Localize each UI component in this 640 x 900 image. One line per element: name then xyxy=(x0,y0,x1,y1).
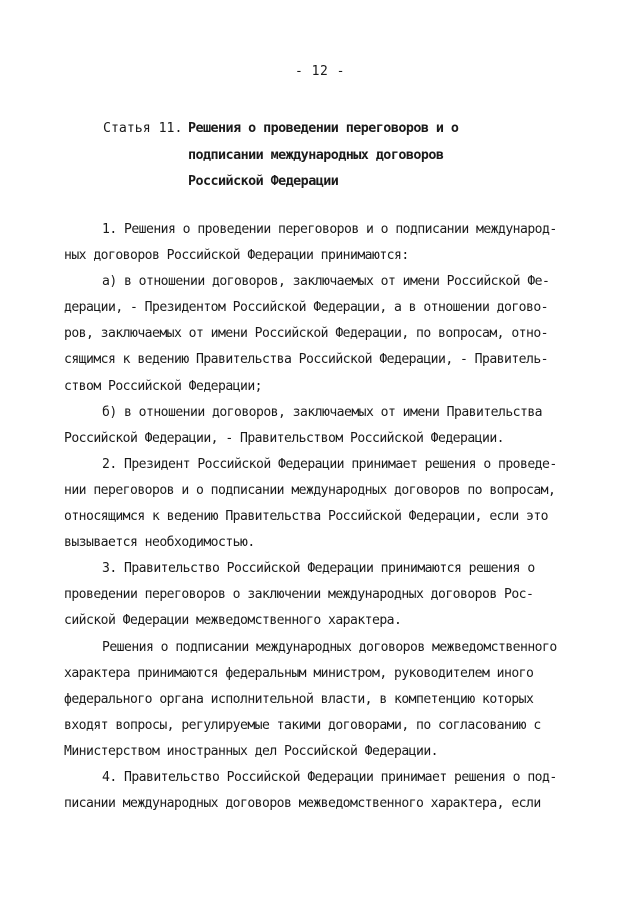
paragraph-4: 4. Правительство Российской Федерации принимает решения о под- писании международных договоров межведомственного характера, если xyxy=(64,769,557,812)
paragraph-1a: а) в отношении договоров, заключаемых от имени Российской Фе- дерации, - Президентом Российской Федерации, а в отношении догово- ров, заключаемых от имени Российской Федерации, по вопросам, отно- сящимся к ведению Правительства Российской Федерации, - Правитель- ством Российской Федерации; xyxy=(64,274,550,394)
paragraph-3: 3. Правительство Российской Федерации принимаются решения о проведении переговоров о заключении международных договоров Рос- сийской Федерации межведомственного характера. xyxy=(64,561,535,629)
paragraph-3-continued: Решения о подписании международных договоров межведомственного характера принимаются федеральным министром, руководителем иного федерального органа исполнительной власти, в компетенцию которых входят вопросы, регулируемые такими договорами, по согласованию с Министерством иностранных дел Российской Федерации. xyxy=(64,639,557,759)
paragraph-1b: б) в отношении договоров, заключаемых от имени Правительства Российской Федерации, - Правительством Российской Федерации. xyxy=(64,404,542,446)
article-title: Решения о проведении переговоров и о подписании международных договоров Российской Федерации xyxy=(188,121,459,189)
paragraph-1: 1. Решения о проведении переговоров и о подписании международ- ных договоров Российской Федерации принимаются: xyxy=(64,222,557,264)
paragraph-2: 2. Президент Российской Федерации принимает решения о проведе- нии переговоров и о подписании международных договоров по вопросам, относящимся к ведению Правительства Российской Федерации, если это вызывается необходимостью. xyxy=(64,456,557,551)
page-number: - 12 - xyxy=(295,64,345,79)
article-label: Статья 11. xyxy=(103,121,183,136)
article-body xyxy=(64,217,582,817)
